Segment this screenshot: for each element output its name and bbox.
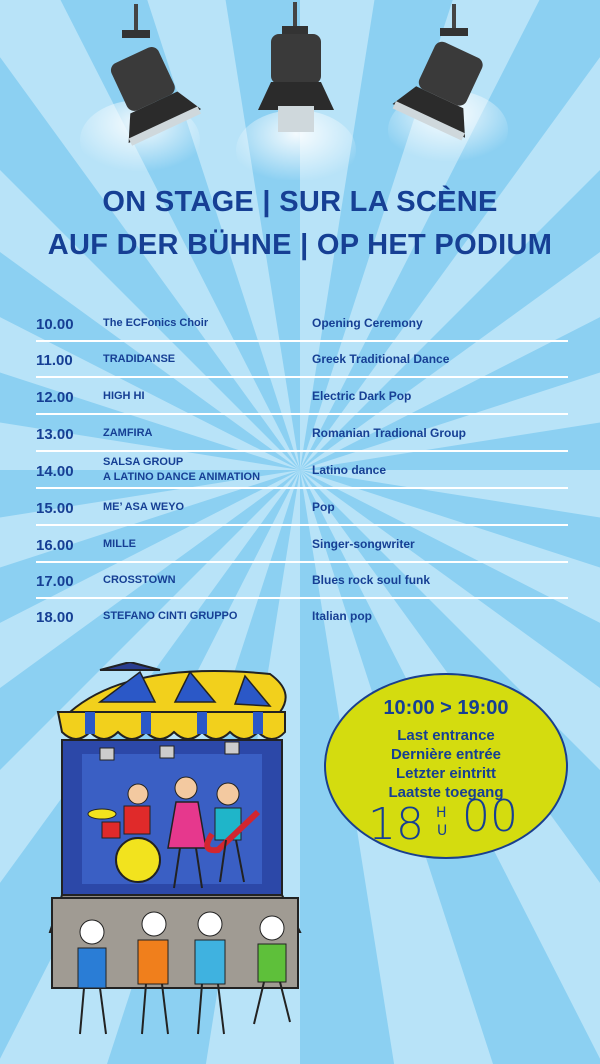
spotlight-icon <box>388 4 508 170</box>
schedule-time: 13.00 <box>36 426 74 443</box>
schedule-genre: Singer-songwriter <box>312 537 415 551</box>
schedule-time: 11.00 <box>36 352 73 369</box>
last-entry-hour: 18 <box>368 799 424 850</box>
page-title-line-2: AUF DER BÜHNE | OP HET PODIUM <box>47 229 553 261</box>
schedule-act-line-1: SALSA GROUP <box>103 456 184 468</box>
stage-tent-illustration <box>40 662 320 1057</box>
schedule-act: CROSSTOWN <box>103 574 176 586</box>
schedule-time: 18.00 <box>36 609 74 626</box>
last-entrance-fr: Dernière entrée <box>390 746 502 763</box>
schedule-genre: Electric Dark Pop <box>312 389 412 403</box>
page-title-line-1: ON STAGE | SUR LA SCÈNE <box>102 186 498 218</box>
spotlight-icon <box>80 4 203 180</box>
schedule-act: TRADIDANSE <box>103 353 176 365</box>
last-entrance-en: Last entrance <box>397 727 495 744</box>
schedule-row <box>36 488 568 526</box>
schedule-act: ME’ ASA WEYO <box>103 501 185 513</box>
schedule-act: MILLE <box>103 538 136 550</box>
schedule-act: The ECFonics Choir <box>103 317 209 329</box>
schedule-genre: Italian pop <box>312 609 372 623</box>
last-entry-h: H <box>436 805 447 821</box>
schedule-row <box>36 340 568 378</box>
schedule-genre: Opening Ceremony <box>312 316 423 330</box>
schedule-row <box>36 597 568 633</box>
schedule-act: HIGH HI <box>103 390 145 402</box>
schedule-time: 16.00 <box>36 537 74 554</box>
schedule-time: 14.00 <box>36 463 74 480</box>
schedule-act-line-2: A LATINO DANCE ANIMATION <box>103 471 261 483</box>
schedule-genre: Romanian Tradional Group <box>312 426 467 440</box>
schedule-genre: Latino dance <box>312 463 387 477</box>
schedule-row <box>36 414 568 452</box>
schedule-act: ZAMFIRA <box>103 427 153 439</box>
schedule-row <box>36 451 568 489</box>
last-entry-minutes: 00 <box>462 791 518 842</box>
schedule-row <box>36 304 568 342</box>
schedule-time: 12.00 <box>36 389 74 406</box>
schedule-act: STEFANO CINTI GRUPPO <box>103 610 238 622</box>
schedule-row <box>36 561 568 599</box>
opening-hours: 10:00 > 19:00 <box>383 697 509 719</box>
spotlights <box>0 0 600 180</box>
last-entrance-de: Letzter eintritt <box>395 765 496 782</box>
schedule-genre: Greek Traditional Dance <box>312 352 450 366</box>
dancer-icon <box>195 912 225 1034</box>
schedule-act <box>103 455 260 485</box>
schedule-time: 17.00 <box>36 573 74 590</box>
schedule-row <box>36 525 568 563</box>
schedule-genre: Pop <box>312 500 335 514</box>
schedule-time: 15.00 <box>36 500 74 517</box>
spotlight-icon <box>236 2 356 180</box>
dancer-icon <box>78 920 106 1034</box>
schedule-time: 10.00 <box>36 316 74 333</box>
schedule-row <box>36 377 568 415</box>
last-entrance-nl: Laatste toegang <box>388 784 504 801</box>
schedule-genre: Blues rock soul funk <box>312 573 431 587</box>
opening-hours-badge <box>324 673 568 859</box>
last-entry-u: U <box>437 823 448 839</box>
